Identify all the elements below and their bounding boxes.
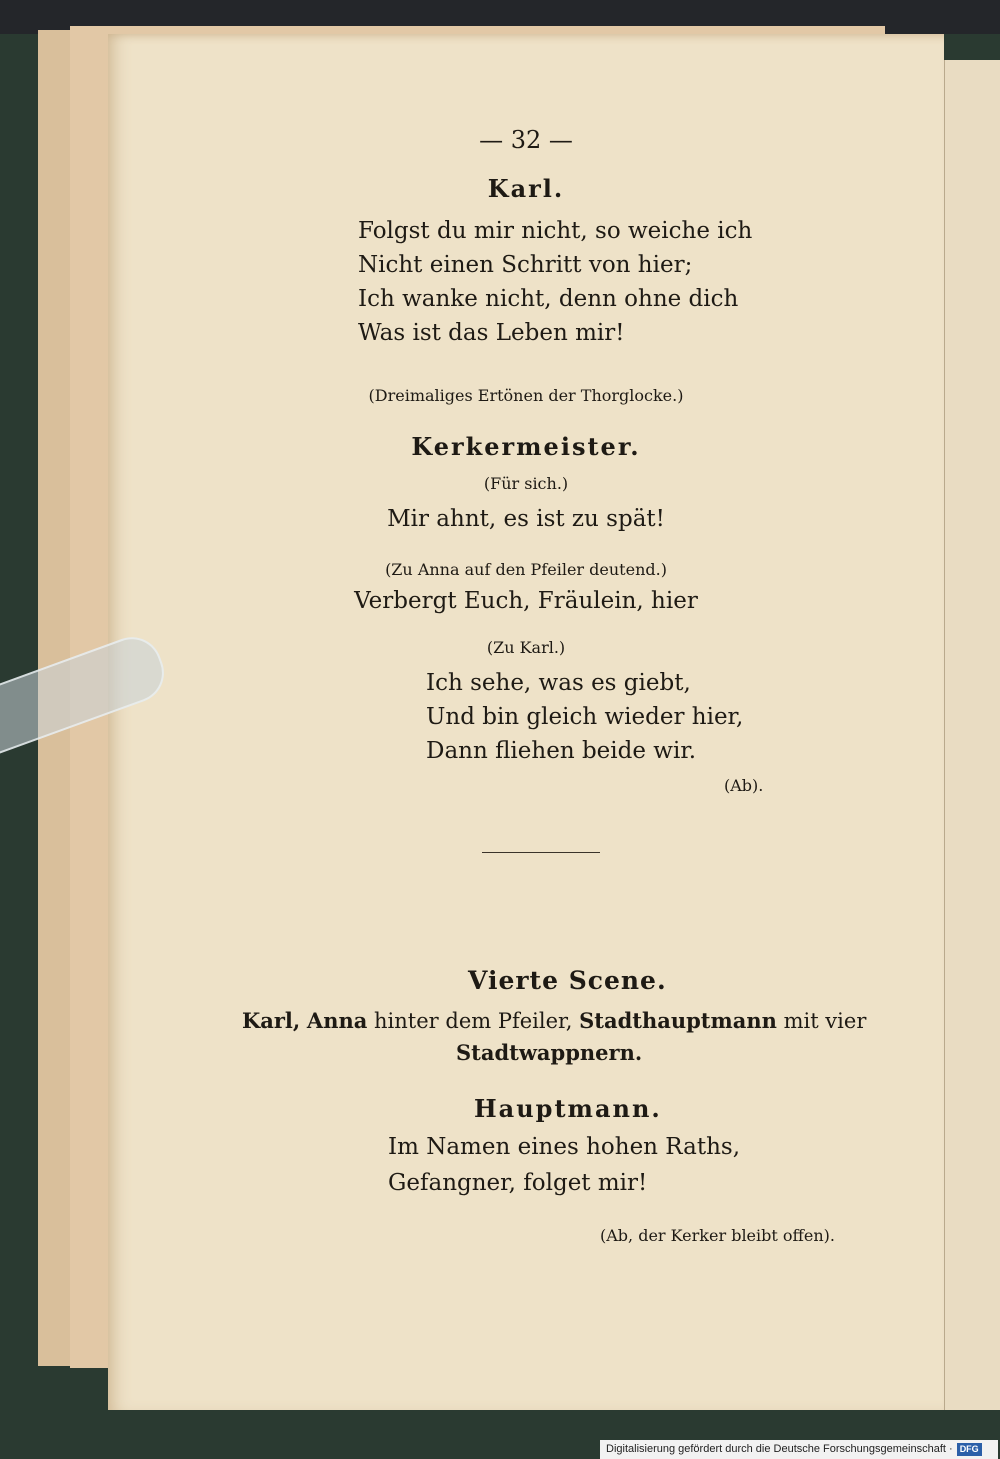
verse-line: Gefangner, folget mir! xyxy=(388,1170,648,1196)
verse-line: Ich wanke nicht, denn ohne dich xyxy=(358,286,739,312)
verse-line: Ich sehe, was es giebt, xyxy=(426,670,691,696)
speaker-karl: Karl. xyxy=(487,174,565,203)
scene-divider xyxy=(482,852,600,853)
stage-direction: (Für sich.) xyxy=(483,474,569,493)
stage-direction: (Dreimaliges Ertönen der Thorglocke.) xyxy=(368,386,684,405)
footer-credit xyxy=(600,1440,998,1459)
speaker-kerkermeister: Kerkermeister. xyxy=(411,432,641,461)
page-number: — 32 — xyxy=(479,126,573,154)
dfg-logo-icon: DFG xyxy=(957,1443,982,1456)
speaker-hauptmann: Hauptmann. xyxy=(474,1094,662,1123)
cast-anna: Anna xyxy=(306,1008,368,1033)
book-page xyxy=(108,34,944,1410)
cast-karl: Karl, xyxy=(242,1008,301,1033)
verse-line: Nicht einen Schritt von hier; xyxy=(358,252,693,278)
verse-line: Was ist das Leben mir! xyxy=(358,320,625,346)
verse-line: Folgst du mir nicht, so weiche ich xyxy=(358,218,753,244)
verse-line: Dann fliehen beide wir. xyxy=(426,738,697,764)
verse-line: Mir ahnt, es ist zu spät! xyxy=(387,506,665,532)
verse-line: Verbergt Euch, Fräulein, hier xyxy=(354,588,698,614)
footer-text: Digitalisierung gefördert durch die Deutsche Forschungsgemeinschaft · xyxy=(606,1443,953,1455)
cast-stadthauptmann: Stadthauptmann xyxy=(579,1008,777,1033)
cast-middle: hinter dem Pfeiler, xyxy=(374,1009,573,1033)
cast-stadtwappnern: Stadtwappnern. xyxy=(456,1040,643,1065)
verse-line: Und bin gleich wieder hier, xyxy=(426,704,744,730)
cast-rest: mit vier xyxy=(783,1009,867,1033)
stage-direction: (Zu Karl.) xyxy=(486,638,566,657)
cast-line-2 xyxy=(456,1040,642,1065)
verse-line: Im Namen eines hohen Raths, xyxy=(388,1134,741,1160)
facing-page-edge xyxy=(942,60,1000,1410)
cast-line-1 xyxy=(242,1008,866,1033)
stage-direction-exit: (Ab, der Kerker bleibt offen). xyxy=(600,1226,835,1245)
scene-title: Vierte Scene. xyxy=(468,966,667,995)
stage-direction-exit: (Ab). xyxy=(724,776,764,795)
stage-direction: (Zu Anna auf den Pfeiler deutend.) xyxy=(385,560,667,579)
